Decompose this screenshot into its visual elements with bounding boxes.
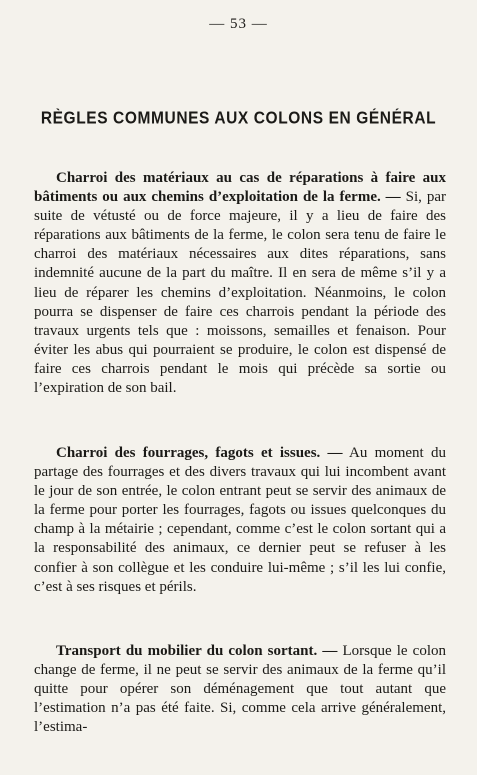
paragraph-transport-mobilier (34, 642, 446, 737)
paragraph-charroi-materiaux (34, 169, 446, 398)
paragraph-lead: Charroi des matériaux au cas de réparations à faire aux bâtiments ou aux chemins d’exploitation de la ferme. — (34, 170, 446, 206)
paragraph-body: Au moment du partage des fourrages et des divers travaux qui lui incombent avant le jour de son entrée, le colon entrant peut se servir des animaux de la ferme pour porter les fourrages, fagots ou issues quelconques du champ à la métairie ; cependant, comme c’est le colon sortant qui a la responsabilité des animaux, ce dernier peut se refuser à les confier à son collègue et les conduire lui-même ; s’il les lui confie, c’est à ses risques et périls. (34, 445, 446, 595)
paragraph-lead: Transport du mobilier du colon sortant. — (56, 643, 338, 659)
section-title: RÈGLES COMMUNES AUX COLONS EN GÉNÉRAL (40, 108, 437, 128)
paragraph-body: Si, par suite de vétusté ou de force majeure, il y a lieu de faire des réparations aux bâtiments de la ferme, le colon sera tenu de faire le charroi des matériaux nécessaires aux dites réparations, sans indemnité aucune de la part du maître. Il en sera de même s’il y a lieu de réparer les chemins d’exploitation. Néanmoins, le colon pourra se dispenser de faire ces charrois pendant la période des travaux urgents tels que : moissons, semailles et fenaison. Pour éviter les abus qui pourraient se produire, le colon est dispensé de faire ces charrois pendant le mois qui précède sa sortie ou l’expiration de son bail. (34, 189, 446, 397)
paragraph-body: Lorsque le colon change de ferme, il ne peut se servir des animaux de la ferme qu’il quitte pour opérer son déménagement que tout autant que l’estimation n’a pas été faite. Si, comme cela arrive généralement, l’estima- (34, 643, 446, 736)
paragraph-charroi-fourrages (34, 444, 446, 597)
page-number: — 53 — (209, 16, 268, 32)
paragraph-lead: Charroi des fourrages, fagots et issues. — (56, 445, 343, 461)
